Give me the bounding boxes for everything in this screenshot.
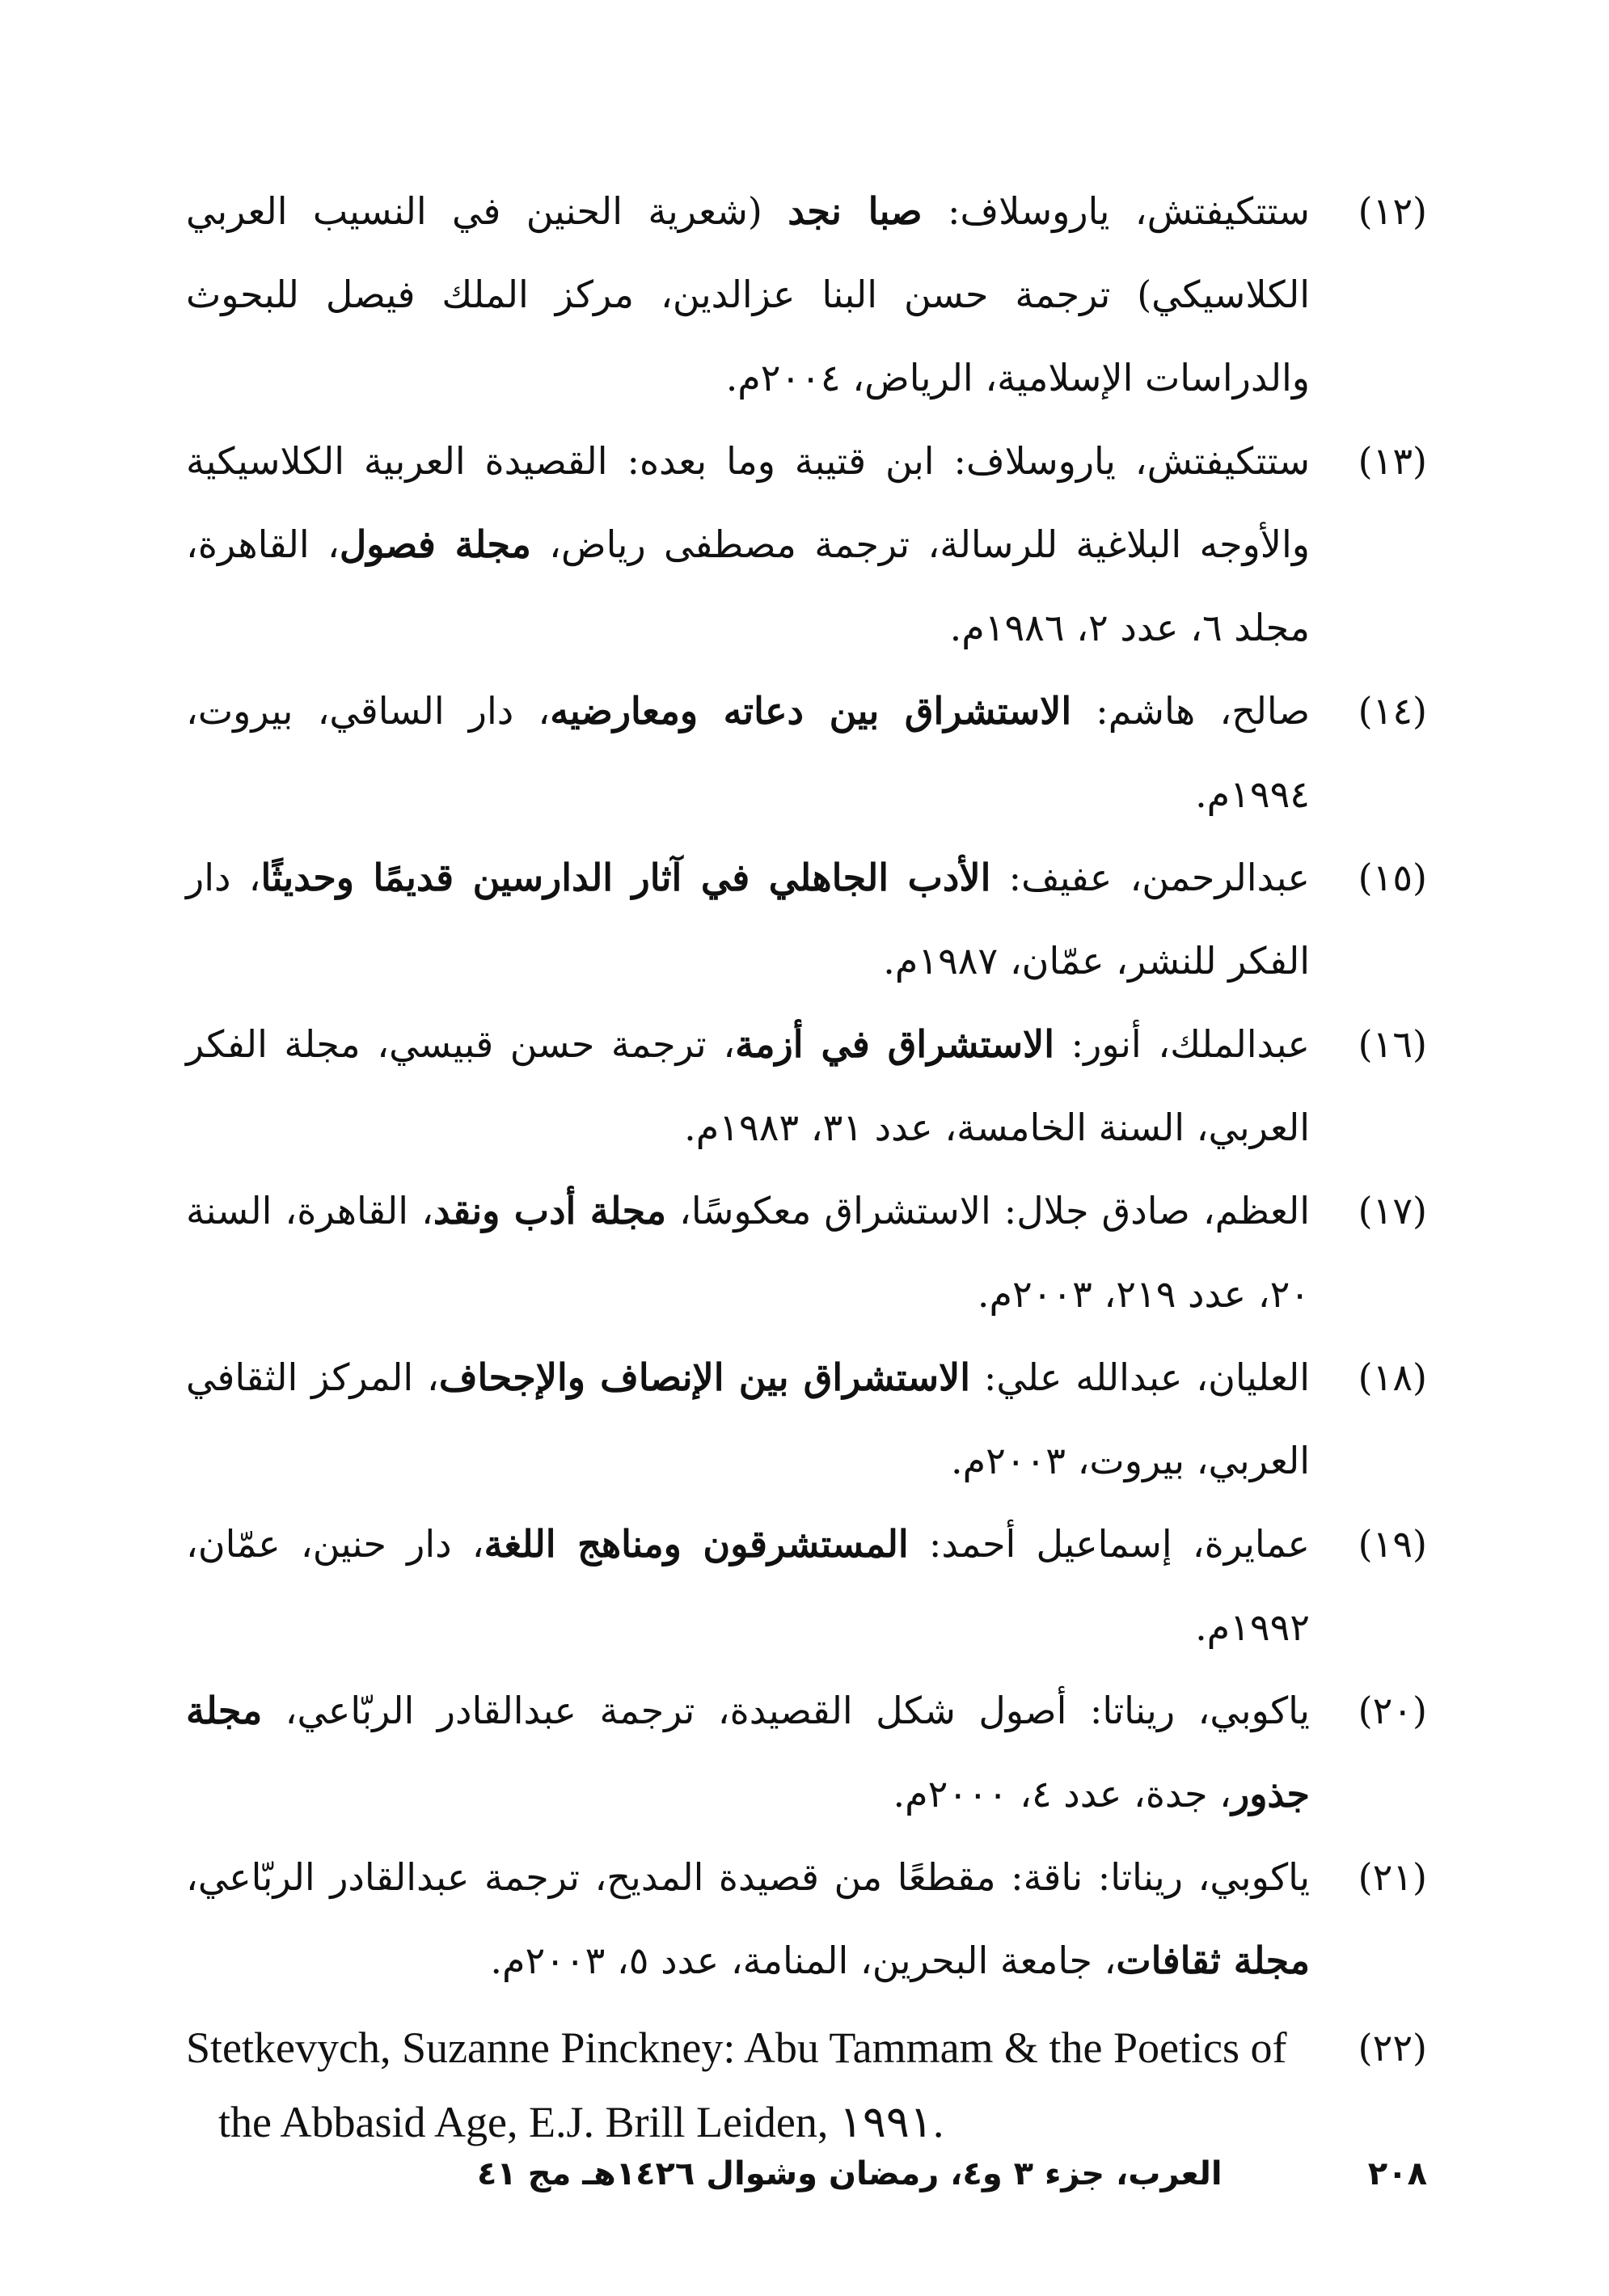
reference-text: ، القاهرة، مجلد ٦، عدد ٢، ١٩٨٦م. (186, 522, 1310, 649)
reference-number: (١٨) (1358, 1355, 1427, 1399)
reference-title-bold: مجلة جذور (186, 1689, 1310, 1816)
reference-22 (186, 2011, 1427, 2159)
reference-text: ، ترجمة حسن قبيسي، مجلة الفكر العربي، السنة الخامسة، عدد ٣١، ١٩٨٣م. (186, 1022, 1310, 1149)
reference-text: ، دار الفكر للنشر، عمّان، ١٩٨٧م. (186, 856, 1310, 983)
reference-item (186, 670, 1427, 836)
reference-title-bold: مجلة أدب ونقد (433, 1189, 666, 1233)
reference-title-bold: صبا نجد (788, 189, 923, 233)
reference-item (186, 836, 1427, 1003)
reference-number: (١٤) (1358, 689, 1427, 733)
reference-item (186, 1336, 1427, 1503)
reference-text: العظم، صادق جلال: الاستشراق معكوسًا، (665, 1189, 1310, 1233)
reference-number: (٢٠) (1358, 1689, 1427, 1732)
reference-text-line1: Stetkevych, Suzanne Pinckney: Abu Tammam & the Poetics of (186, 2023, 1287, 2072)
reference-item (186, 1503, 1427, 1669)
reference-text: ، المركز الثقافي العربي، بيروت، ٢٠٠٣م. (186, 1355, 1310, 1482)
reference-title-bold: مجلة ثقافات (1116, 1939, 1310, 1982)
reference-number: (١٥) (1358, 856, 1427, 899)
reference-title-bold: الاستشراق بين دعاته ومعارضيه (550, 689, 1072, 733)
reference-text-line2: the Abbasid Age, E.J. Brill Leiden, ١٩٩١. (218, 2098, 944, 2146)
reference-text: ستتكيفتش، ياروسلاف: (922, 189, 1310, 233)
reference-text: ، القاهرة، السنة ٢٠، عدد ٢١٩، ٢٠٠٣م. (186, 1189, 1310, 1316)
reference-text: ستتكيفتش، ياروسلاف: ابن قتيبة وما بعده: القصيدة العربية الكلاسيكية والأوجه البلاغية للرسالة، ترجمة مصطفى رياض، (186, 439, 1310, 566)
reference-number: (١٣) (1358, 439, 1427, 483)
reference-number: (٢٢) (1358, 2026, 1427, 2070)
reference-number: (١٧) (1358, 1189, 1427, 1233)
reference-title-bold: المستشرقون ومناهج اللغة (484, 1522, 909, 1566)
reference-text: ، جدة، عدد ٤، ٢٠٠٠م. (893, 1772, 1231, 1816)
reference-item (186, 1169, 1427, 1336)
reference-text: ياكوبي، ريناتا: ناقة: مقطعًا من قصيدة المديح، ترجمة عبدالقادر الربّاعي، (186, 1855, 1310, 1899)
reference-text: عبدالملك، أنور: (1054, 1022, 1311, 1066)
reference-item (186, 1003, 1427, 1169)
reference-text: ، جامعة البحرين، المنامة، عدد ٥، ٢٠٠٣م. (490, 1939, 1117, 1982)
reference-number: (١٩) (1358, 1522, 1427, 1566)
reference-text: ياكوبي، ريناتا: أصول شكل القصيدة، ترجمة عبدالقادر الربّاعي، (262, 1689, 1310, 1732)
reference-number: (١٦) (1358, 1022, 1427, 1066)
references-list (186, 170, 1427, 2159)
reference-item (186, 170, 1427, 420)
page-number: ٢٠٨ (1367, 2155, 1427, 2192)
reference-item (186, 1836, 1427, 2002)
reference-text: ، دار الساقي، بيروت، ١٩٩٤م. (186, 689, 1310, 816)
reference-title-bold: مجلة فصول (339, 522, 531, 566)
reference-text: ، دار حنين، عمّان، ١٩٩٢م. (186, 1522, 1310, 1649)
reference-item (186, 1669, 1427, 1836)
reference-title-bold: الاستشراق في أزمة (735, 1022, 1055, 1066)
reference-text: عمايرة، إسماعيل أحمد: (908, 1522, 1310, 1566)
journal-citation: العرب، جزء ٣ و٤، رمضان وشوال ١٤٢٦هـ مج ٤١ (477, 2155, 1223, 2192)
reference-text: عبدالرحمن، عفيف: (990, 856, 1310, 899)
reference-text: العليان، عبدالله علي: (970, 1355, 1310, 1399)
reference-number: (١٢) (1358, 189, 1427, 233)
reference-text: صالح، هاشم: (1071, 689, 1311, 733)
reference-number: (٢١) (1358, 1855, 1427, 1899)
reference-title-bold: الأدب الجاهلي في آثار الدارسين قديمًا وحديثًا (260, 856, 991, 899)
reference-title-bold: الاستشراق بين الإنصاف والإجحاف (438, 1355, 971, 1399)
reference-item (186, 420, 1427, 670)
reference-text: (شعرية الحنين في النسيب العربي الكلاسيكي) ترجمة حسن البنا عزالدين، مركز الملك فيصل للبحوث والدراسات الإسلامية، الرياض، ٢٠٠٤م. (186, 189, 1310, 400)
